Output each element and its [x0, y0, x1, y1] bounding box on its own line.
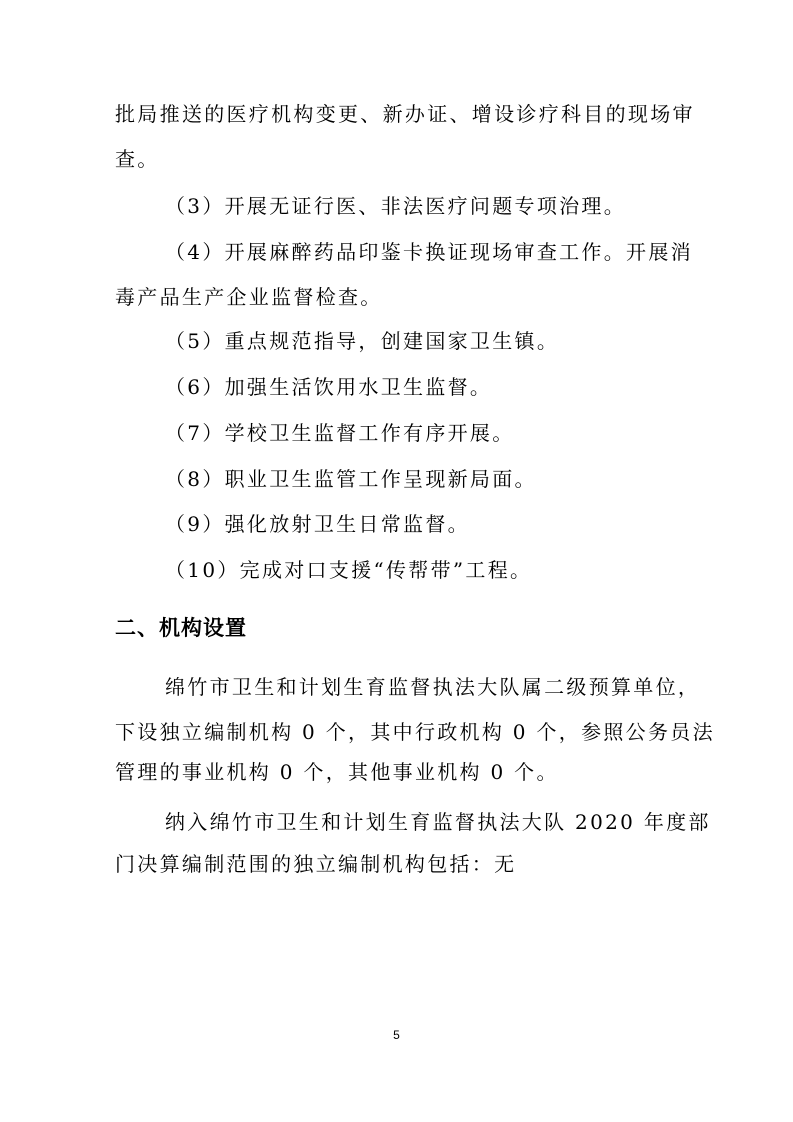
list-item: （8）职业卫生监管工作呈现新局面。 — [165, 467, 537, 491]
paragraph-line: 纳入绵竹市卫生和计划生育监督执法大队 2020 年度部 — [165, 810, 711, 834]
list-item: （5）重点规范指导，创建国家卫生镇。 — [165, 329, 560, 353]
paragraph-line: 毒产品生产企业监督检查。 — [115, 285, 383, 309]
paragraph-line: 管理的事业机构 0 个，其他事业机构 0 个。 — [115, 760, 559, 784]
list-item: （9）强化放射卫生日常监督。 — [165, 512, 470, 536]
list-item: （10）完成对口支援“传帮带”工程。 — [165, 558, 533, 582]
paragraph-line: 绵竹市卫生和计划生育监督执法大队属二级预算单位， — [165, 675, 701, 699]
page-number: 5 — [393, 1028, 400, 1042]
paragraph-line: 下设独立编制机构 0 个，其中行政机构 0 个，参照公务员法 — [115, 720, 715, 744]
paragraph-line: 批局推送的医疗机构变更、新办证、增设诊疗科目的现场审 — [115, 102, 695, 126]
paragraph-line: 门决算编制范围的独立编制机构包括：无 — [115, 852, 517, 876]
list-item: （3）开展无证行医、非法医疗问题专项治理。 — [165, 194, 627, 218]
section-heading: 二、机构设置 — [115, 616, 247, 640]
list-item: （6）加强生活饮用水卫生监督。 — [165, 375, 493, 399]
list-item: （4）开展麻醉药品印鉴卡换证现场审查工作。开展消 — [165, 240, 693, 264]
paragraph-line: 查。 — [115, 147, 160, 171]
list-item: （7）学校卫生监督工作有序开展。 — [165, 421, 515, 445]
